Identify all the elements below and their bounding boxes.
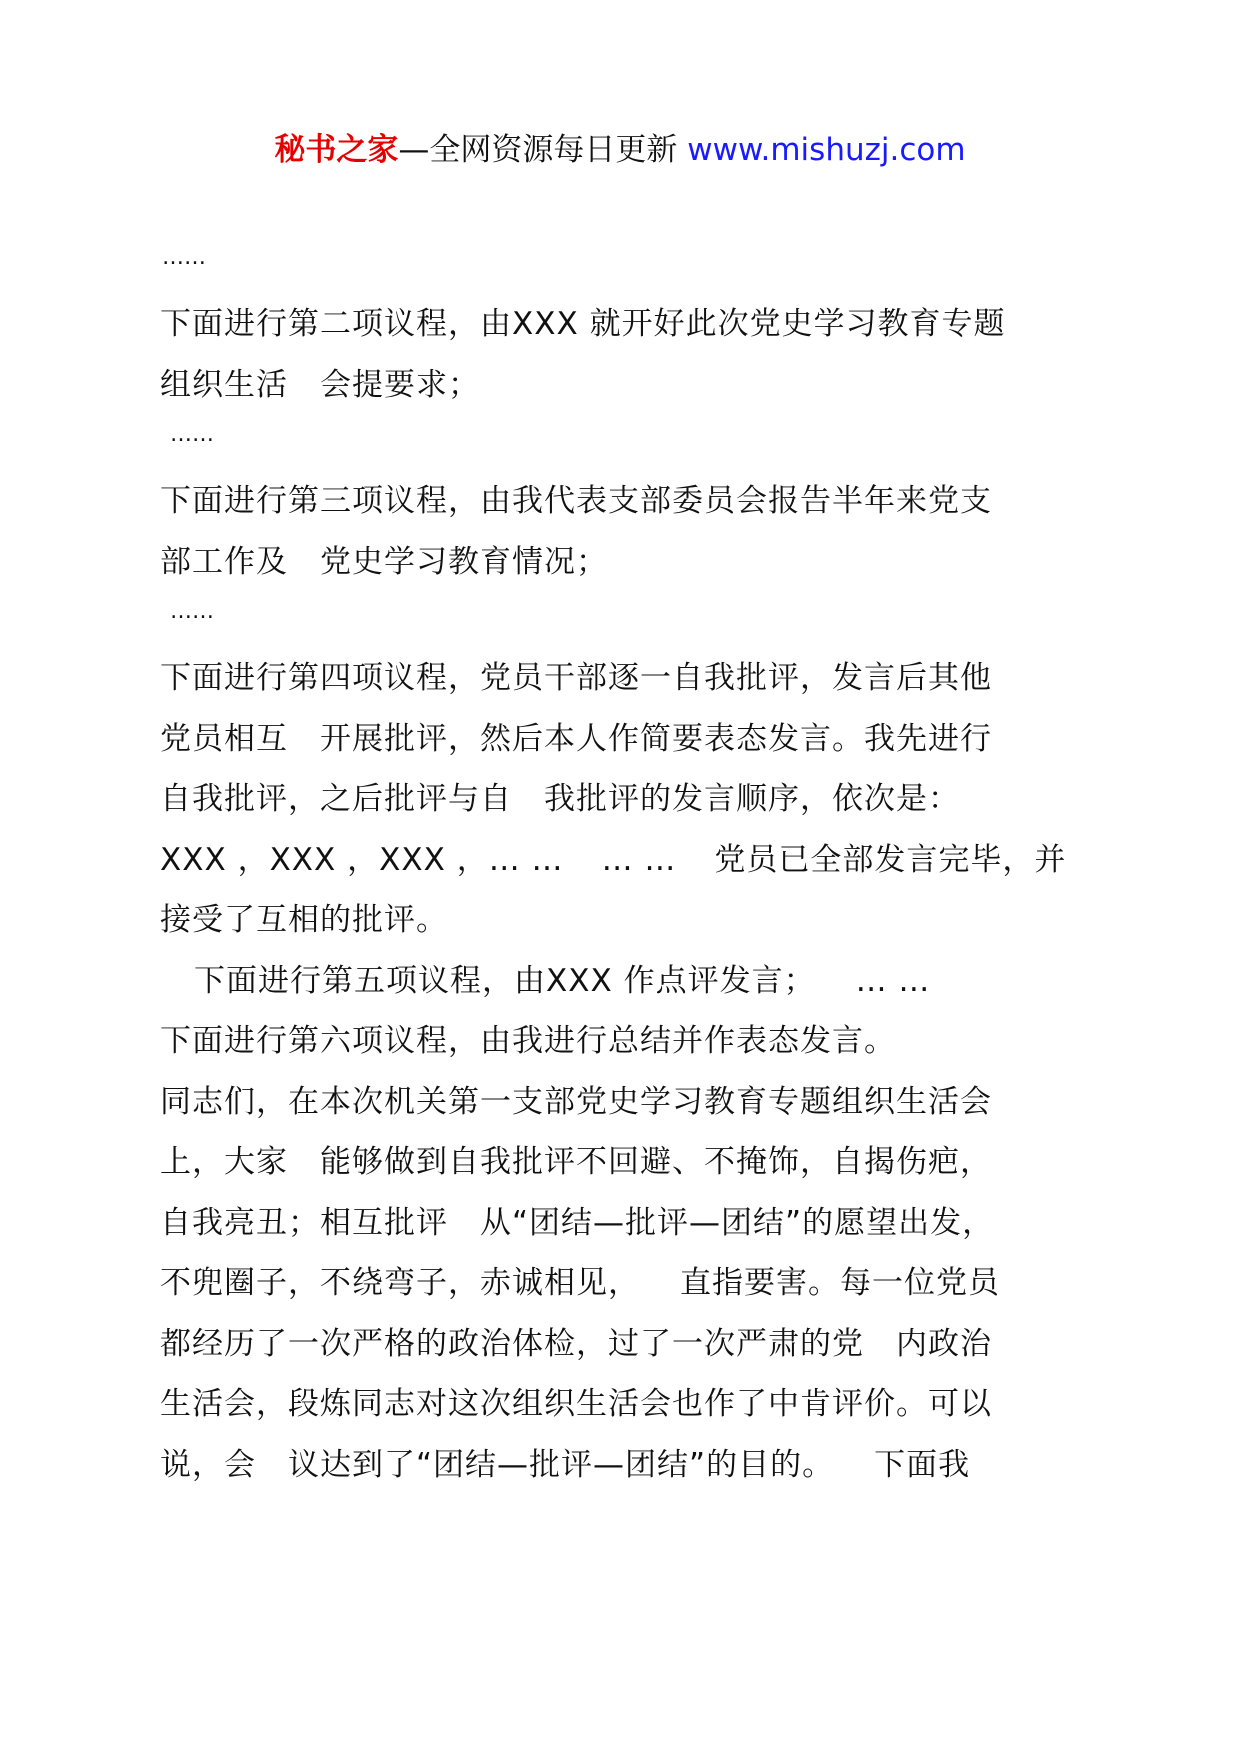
text-segment: 会提要求； (320, 366, 480, 403)
text-segment: … … (601, 841, 677, 878)
ellipsis-line: …… (162, 245, 206, 270)
document-header (0, 128, 1240, 172)
agenda-item-4-line-5: 接受了互相的批评。 (160, 902, 448, 938)
text-segment: 从“团结—批评—团结”的愿望出发， (480, 1204, 995, 1241)
summary-line-6: 生活会，段炼同志对这次组织生活会也作了中肯评价。可以 (160, 1386, 992, 1422)
ellipsis-line: …… (170, 422, 214, 447)
agenda-item-2-line-2 (160, 355, 1090, 416)
summary-line-1: 同志们，在本次机关第一支部党史学习教育专题组织生活会 (160, 1083, 992, 1120)
text-segment: 组织生活 (160, 366, 288, 403)
summary-line-5 (160, 1314, 1090, 1375)
text-segment: 都经历了一次严格的政治体检，过了一次严肃的党 (160, 1325, 864, 1362)
text-segment: XXX ，XXX ，XXX ，… … (160, 841, 564, 878)
site-url-link[interactable]: www.mishuzj.com (687, 132, 966, 168)
text-segment: 直指要害。每一位党员 (680, 1265, 1000, 1301)
text-segment: … … (855, 962, 931, 999)
agenda-item-4-line-3 (160, 769, 1090, 830)
agenda-item-4-line-1: 下面进行第四项议程，党员干部逐一自我批评，发言后其他 (160, 660, 992, 696)
summary-line-3 (160, 1193, 1090, 1254)
text-segment: 部工作及 (160, 543, 288, 580)
text-segment: 议达到了“团结—批评—团结”的目的。 (288, 1446, 835, 1483)
text-segment: 我批评的发言顺序，依次是： (544, 781, 960, 817)
header-tagline: —全网资源每日更新 (398, 132, 678, 168)
text-segment: 党员相互 (160, 720, 288, 757)
text-segment: 不兜圈子，不绕弯子，赤诚相见， (160, 1265, 640, 1301)
agenda-item-3-line-1: 下面进行第三项议程，由我代表支部委员会报告半年来党支 (160, 483, 992, 519)
brand-name: 秘书之家 (274, 132, 399, 168)
text-segment: 上，大家 (160, 1144, 288, 1180)
text-segment: 下面我 (874, 1446, 971, 1483)
text-segment: 党员已全部发言完毕，并 (714, 841, 1067, 878)
summary-line-4 (160, 1253, 1090, 1314)
text-segment: 党史学习教育情况； (320, 543, 608, 580)
text-segment: 能够做到自我批评不回避、不掩饰，自揭伤疤， (320, 1144, 992, 1180)
text-segment: 内政治 (896, 1325, 992, 1362)
text-segment: 下面进行第五项议程，由XXX 作点评发言； (194, 962, 816, 999)
text-segment: 自我亮丑；相互批评 (160, 1204, 448, 1241)
agenda-item-2-line-1: 下面进行第二项议程，由XXX 就开好此次党史学习教育专题 (160, 306, 1006, 342)
document-body (160, 238, 1090, 1495)
summary-line-2 (160, 1132, 1090, 1193)
agenda-item-3-line-2 (160, 532, 1090, 593)
agenda-item-4-line-2 (160, 709, 1090, 770)
text-segment: 自我批评，之后批评与自 (160, 781, 512, 817)
text-segment: 开展批评，然后本人作简要表态发言。我先进行 (320, 720, 992, 757)
agenda-item-4-line-4 (160, 830, 1090, 891)
summary-line-7 (160, 1435, 1090, 1496)
ellipsis-line: …… (170, 599, 214, 624)
agenda-item-6-line: 下面进行第六项议程，由我进行总结并作表态发言。 (160, 1023, 896, 1059)
agenda-item-5-line (160, 951, 1090, 1012)
text-segment: 说，会 (160, 1446, 256, 1483)
